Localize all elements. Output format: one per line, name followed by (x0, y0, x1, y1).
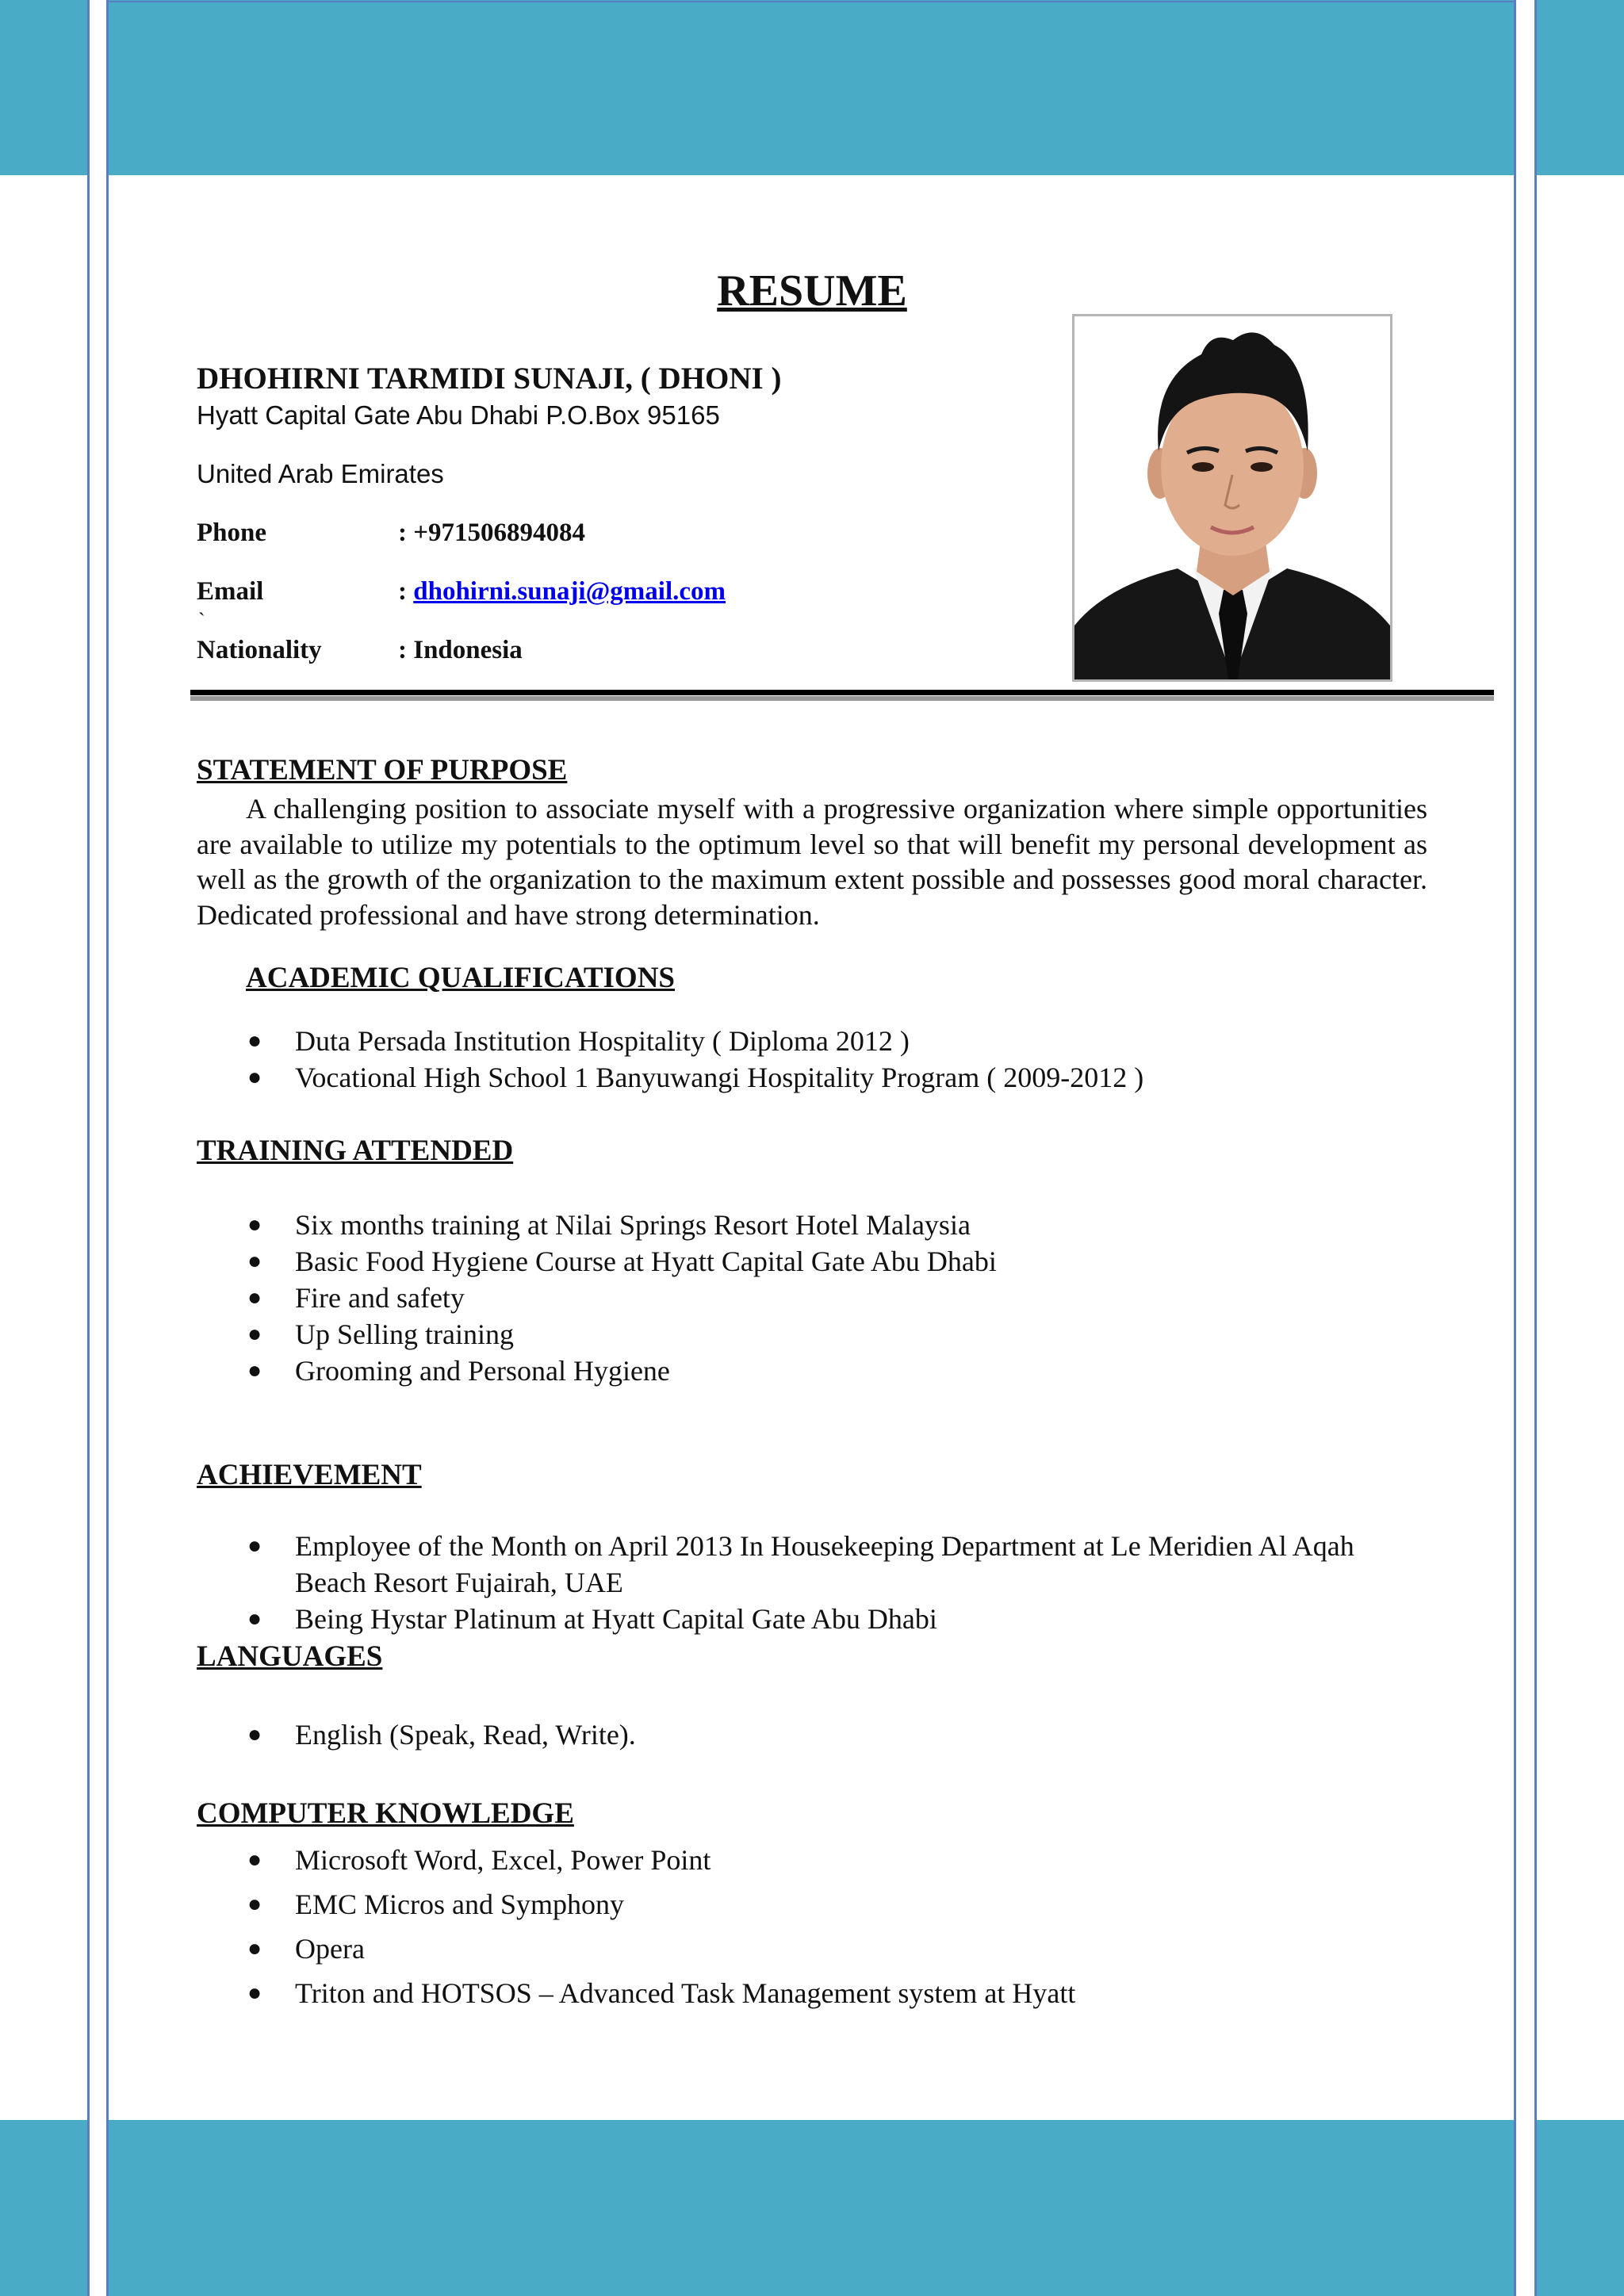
academic-list (0, 1023, 1429, 1096)
frame-line (1534, 0, 1537, 2296)
bullet-icon: ● (247, 1846, 262, 1873)
email-label: Email (197, 577, 264, 606)
list-item-text: Employee of the Month on April 2013 In Housekeeping Department at Le Meridien Al Aqah Beach Resort Fujairah, UAE (295, 1530, 1354, 1598)
header-divider (190, 690, 1494, 695)
list-item (0, 1280, 1429, 1316)
languages-heading: LANGUAGES (197, 1640, 383, 1673)
candidate-name: DHOHIRNI TARMIDI SUNAJI, ( DHONI ) (197, 362, 782, 396)
list-item (0, 1059, 1429, 1096)
list-item-text: Fire and safety (295, 1282, 465, 1314)
list-item (0, 1316, 1429, 1353)
achievement-heading: ACHIEVEMENT (197, 1459, 422, 1491)
bullet-icon: ● (247, 1027, 262, 1054)
languages-list (0, 1716, 1429, 1753)
email-link[interactable]: dhohirni.sunaji@gmail.com (413, 577, 726, 606)
top-band-left (0, 0, 87, 175)
bullet-icon: ● (247, 1321, 262, 1347)
list-item (0, 1971, 1429, 2015)
bullet-icon: ● (247, 1605, 262, 1632)
bullet-icon: ● (247, 1533, 262, 1559)
bullet-icon: ● (247, 1211, 262, 1238)
phone-label: Phone (197, 519, 267, 547)
bullet-icon: ● (247, 1891, 262, 1917)
list-item (0, 1353, 1429, 1389)
list-item-text: Microsoft Word, Excel, Power Point (295, 1844, 711, 1876)
list-item (0, 1927, 1429, 1971)
email-prefix: : (398, 577, 414, 606)
bullet-icon: ● (247, 1284, 262, 1311)
header-divider-shadow (190, 696, 1494, 701)
list-item-text: Up Selling training (295, 1318, 514, 1350)
list-item-text: Being Hystar Platinum at Hyatt Capital Gate Abu Dhabi (295, 1603, 937, 1635)
nationality-label: Nationality (197, 636, 322, 664)
list-item (0, 1528, 1429, 1601)
bullet-icon: ● (247, 1248, 262, 1274)
list-item-text: Opera (295, 1933, 365, 1965)
nationality-value: : Indonesia (398, 636, 523, 664)
training-heading: TRAINING ATTENDED (197, 1135, 514, 1167)
bottom-band-left (0, 2120, 87, 2296)
achievement-list (0, 1528, 1429, 1637)
bottom-band-center (109, 2120, 1514, 2296)
statement-text: A challenging position to associate myself with a progressive organization where simple opportunities are available to utilize my potentials to the optimum level so that will benefit my personal development as well as the growth of the organization to the maximum extent possible and possesses good moral character. Dedicated professional and have strong determination. (197, 793, 1427, 931)
portrait-illustration (1074, 316, 1390, 679)
list-item-text: Six months training at Nilai Springs Resort Hotel Malaysia (295, 1209, 971, 1241)
list-item-text: EMC Micros and Symphony (295, 1888, 625, 1920)
list-item (0, 1601, 1429, 1637)
top-band-center (109, 0, 1514, 175)
academic-heading: ACADEMIC QUALIFICATIONS (246, 962, 675, 994)
phone-value: : +971506894084 (398, 519, 586, 547)
computer-list (0, 1838, 1429, 2015)
bullet-icon: ● (247, 1064, 262, 1090)
list-item-text: Basic Food Hygiene Course at Hyatt Capital Gate Abu Dhabi (295, 1246, 997, 1277)
list-item (0, 1716, 1429, 1753)
stray-mark: ` (198, 609, 205, 632)
bullet-icon: ● (247, 1357, 262, 1383)
address-line-2: United Arab Emirates (197, 459, 444, 488)
computer-heading: COMPUTER KNOWLEDGE (197, 1797, 574, 1830)
bullet-icon: ● (247, 1721, 262, 1747)
list-item (0, 1882, 1429, 1927)
training-list (0, 1207, 1429, 1389)
top-band-right (1537, 0, 1624, 175)
list-item-text: Grooming and Personal Hygiene (295, 1355, 670, 1387)
bullet-icon: ● (247, 1935, 262, 1961)
list-item (0, 1838, 1429, 1882)
list-item-text: English (Speak, Read, Write). (295, 1719, 636, 1751)
list-item (0, 1207, 1429, 1243)
frame-line (107, 1, 1515, 2)
page-title: RESUME (717, 266, 907, 316)
bullet-icon: ● (247, 1980, 262, 2006)
profile-photo (1072, 314, 1392, 682)
list-item-text: Vocational High School 1 Banyuwangi Hospitality Program ( 2009-2012 ) (295, 1062, 1144, 1093)
list-item (0, 1243, 1429, 1280)
address-line-1: Hyatt Capital Gate Abu Dhabi P.O.Box 95165 (197, 400, 720, 430)
list-item-text: Duta Persada Institution Hospitality ( Diploma 2012 ) (295, 1025, 910, 1057)
bottom-band-right (1537, 2120, 1624, 2296)
statement-heading: STATEMENT OF PURPOSE (197, 754, 568, 786)
list-item-text: Triton and HOTSOS – Advanced Task Management system at Hyatt (295, 1977, 1076, 2009)
frame-line (1514, 0, 1516, 2296)
email-row (398, 574, 726, 609)
list-item (0, 1023, 1429, 1059)
